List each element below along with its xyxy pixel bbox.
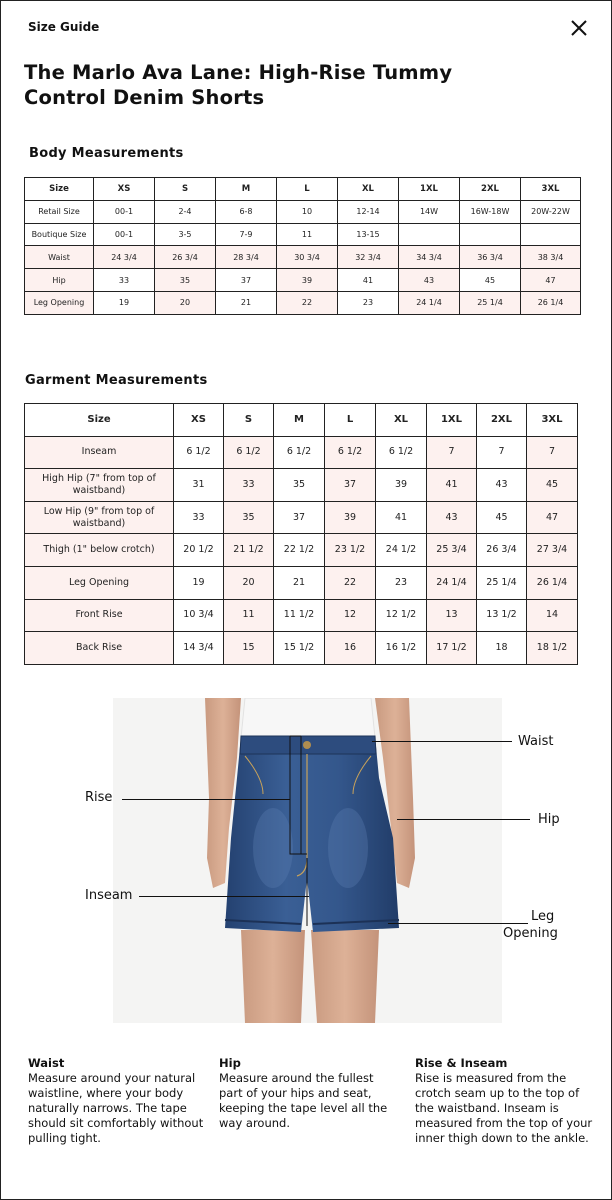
- table-cell: 26 3/4: [477, 534, 527, 567]
- table-cell: 41: [338, 269, 399, 292]
- table-cell: 22: [325, 566, 376, 599]
- denim-shorts-illustration: [113, 698, 502, 1023]
- table-header-row: [25, 404, 578, 437]
- table-cell: 45: [460, 269, 521, 292]
- row-label: High Hip (7" from top of waistband): [25, 469, 174, 502]
- table-cell: 17 1/2: [427, 632, 477, 665]
- table-cell: 24 3/4: [94, 246, 155, 269]
- table-cell: 35: [155, 269, 216, 292]
- table-cell: 21: [274, 566, 325, 599]
- table-cell: 00-1: [94, 223, 155, 246]
- waist-guide-text: Measure around your natural waistline, where your body naturally narrows. The tape should sit comfortably without pulling tight.: [28, 1071, 204, 1145]
- garment-measurements-title: Garment Measurements: [25, 373, 208, 388]
- table-cell: 23: [338, 291, 399, 314]
- leg-opening-callout-line1: Leg: [531, 909, 555, 924]
- rise-inseam-guide: [415, 1056, 595, 1146]
- table-cell: 33: [94, 269, 155, 292]
- row-label: Leg Opening: [25, 291, 94, 314]
- table-cell: 37: [325, 469, 376, 502]
- table-cell: 47: [527, 501, 578, 534]
- column-header: S: [224, 404, 274, 437]
- table-cell: 14W: [399, 200, 460, 223]
- table-cell: 3-5: [155, 223, 216, 246]
- column-header: 1XL: [399, 178, 460, 201]
- table-cell: 7: [477, 436, 527, 469]
- table-cell: 19: [94, 291, 155, 314]
- table-cell: 2-4: [155, 200, 216, 223]
- inseam-callout: Inseam: [85, 888, 133, 903]
- column-header: 2XL: [477, 404, 527, 437]
- hip-guide-title: Hip: [219, 1056, 241, 1070]
- table-cell: 6 1/2: [224, 436, 274, 469]
- table-row: [25, 436, 578, 469]
- row-label: Boutique Size: [25, 223, 94, 246]
- table-cell: 6 1/2: [325, 436, 376, 469]
- table-cell: 11 1/2: [274, 599, 325, 632]
- column-header: L: [325, 404, 376, 437]
- table-row: [25, 501, 578, 534]
- table-cell: 20: [155, 291, 216, 314]
- waist-callout-line: [372, 741, 512, 742]
- column-header: M: [274, 404, 325, 437]
- table-cell: 20: [224, 566, 274, 599]
- table-cell: 26 1/4: [527, 566, 578, 599]
- table-cell: 12 1/2: [376, 599, 427, 632]
- table-cell: [399, 223, 460, 246]
- column-header: Size: [25, 404, 174, 437]
- table-cell: 15 1/2: [274, 632, 325, 665]
- table-cell: 31: [174, 469, 224, 502]
- table-row: [25, 291, 581, 314]
- table-cell: 41: [427, 469, 477, 502]
- table-cell: 47: [521, 269, 581, 292]
- table-cell: 10 3/4: [174, 599, 224, 632]
- column-header: S: [155, 178, 216, 201]
- table-cell: 45: [477, 501, 527, 534]
- inseam-callout-line: [139, 896, 309, 897]
- close-icon: [566, 15, 592, 41]
- table-row: [25, 200, 581, 223]
- table-row: [25, 632, 578, 665]
- table-cell: 39: [376, 469, 427, 502]
- row-label: Low Hip (9" from top of waistband): [25, 501, 174, 534]
- table-cell: 43: [399, 269, 460, 292]
- table-cell: 6 1/2: [376, 436, 427, 469]
- table-cell: 13: [427, 599, 477, 632]
- table-cell: [460, 223, 521, 246]
- modal-title: Size Guide: [28, 20, 100, 34]
- table-cell: 20W-22W: [521, 200, 581, 223]
- product-title: The Marlo Ava Lane: High-Rise Tummy Control Denim Shorts: [24, 61, 453, 109]
- table-cell: 33: [174, 501, 224, 534]
- table-cell: 34 3/4: [399, 246, 460, 269]
- table-cell: 27 3/4: [527, 534, 578, 567]
- hip-guide-text: Measure around the fullest part of your hips and seat, keeping the tape level all the way around.: [219, 1071, 388, 1130]
- table-cell: 6 1/2: [274, 436, 325, 469]
- table-cell: 21 1/2: [224, 534, 274, 567]
- table-cell: 37: [274, 501, 325, 534]
- table-cell: 35: [274, 469, 325, 502]
- table-cell: 22 1/2: [274, 534, 325, 567]
- column-header: Size: [25, 178, 94, 201]
- table-cell: 37: [216, 269, 277, 292]
- rise-inseam-guide-text: Rise is measured from the crotch seam up to the top of the waistband. Inseam is measured from the top of your inner thigh down to the ankle.: [415, 1071, 593, 1145]
- row-label: Leg Opening: [25, 566, 174, 599]
- table-cell: 45: [527, 469, 578, 502]
- table-row: [25, 534, 578, 567]
- table-cell: 12: [325, 599, 376, 632]
- table-header-row: [25, 178, 581, 201]
- row-label: Inseam: [25, 436, 174, 469]
- table-cell: 13-15: [338, 223, 399, 246]
- table-cell: 16W-18W: [460, 200, 521, 223]
- table-cell: 28 3/4: [216, 246, 277, 269]
- table-cell: [521, 223, 581, 246]
- table-row: [25, 469, 578, 502]
- waist-guide: [28, 1056, 208, 1146]
- table-cell: 16 1/2: [376, 632, 427, 665]
- table-cell: 39: [325, 501, 376, 534]
- table-cell: 41: [376, 501, 427, 534]
- table-cell: 43: [477, 469, 527, 502]
- table-cell: 11: [224, 599, 274, 632]
- garment-measurements-table: [24, 403, 578, 665]
- table-cell: 24 1/4: [427, 566, 477, 599]
- table-cell: 13 1/2: [477, 599, 527, 632]
- table-cell: 7: [527, 436, 578, 469]
- leg-opening-callout-line2: Opening: [503, 926, 558, 941]
- row-label: Waist: [25, 246, 94, 269]
- table-cell: 38 3/4: [521, 246, 581, 269]
- table-row: [25, 223, 581, 246]
- table-cell: 24 1/2: [376, 534, 427, 567]
- close-button[interactable]: [566, 15, 592, 41]
- row-label: Retail Size: [25, 200, 94, 223]
- table-cell: 25 3/4: [427, 534, 477, 567]
- table-cell: 39: [277, 269, 338, 292]
- column-header: XS: [94, 178, 155, 201]
- table-cell: 12-14: [338, 200, 399, 223]
- column-header: 3XL: [521, 178, 581, 201]
- table-cell: 20 1/2: [174, 534, 224, 567]
- table-cell: 6-8: [216, 200, 277, 223]
- table-cell: 30 3/4: [277, 246, 338, 269]
- hip-guide: [219, 1056, 399, 1131]
- table-cell: 22: [277, 291, 338, 314]
- table-cell: 26 1/4: [521, 291, 581, 314]
- column-header: 2XL: [460, 178, 521, 201]
- row-label: Front Rise: [25, 599, 174, 632]
- row-label: Back Rise: [25, 632, 174, 665]
- leg-opening-callout-line: [388, 923, 528, 924]
- table-cell: 21: [216, 291, 277, 314]
- table-cell: 32 3/4: [338, 246, 399, 269]
- column-header: XL: [338, 178, 399, 201]
- column-header: L: [277, 178, 338, 201]
- table-cell: 10: [277, 200, 338, 223]
- hip-callout-line: [397, 819, 530, 820]
- table-cell: 00-1: [94, 200, 155, 223]
- rise-callout-line: [122, 799, 290, 800]
- table-cell: 33: [224, 469, 274, 502]
- table-cell: 43: [427, 501, 477, 534]
- table-cell: 7-9: [216, 223, 277, 246]
- table-cell: 23 1/2: [325, 534, 376, 567]
- table-cell: 16: [325, 632, 376, 665]
- column-header: XS: [174, 404, 224, 437]
- body-measurements-table: [24, 177, 581, 315]
- table-row: [25, 269, 581, 292]
- table-cell: 14 3/4: [174, 632, 224, 665]
- table-row: [25, 599, 578, 632]
- rise-callout: Rise: [85, 790, 113, 805]
- column-header: 1XL: [427, 404, 477, 437]
- table-cell: 7: [427, 436, 477, 469]
- table-cell: 36 3/4: [460, 246, 521, 269]
- column-header: XL: [376, 404, 427, 437]
- table-cell: 19: [174, 566, 224, 599]
- column-header: M: [216, 178, 277, 201]
- table-cell: 25 1/4: [460, 291, 521, 314]
- table-cell: 15: [224, 632, 274, 665]
- body-measurements-title: Body Measurements: [29, 146, 184, 161]
- table-cell: 35: [224, 501, 274, 534]
- table-cell: 6 1/2: [174, 436, 224, 469]
- waist-callout: Waist: [518, 734, 554, 749]
- row-label: Hip: [25, 269, 94, 292]
- table-cell: 18: [477, 632, 527, 665]
- column-header: 3XL: [527, 404, 578, 437]
- table-cell: 11: [277, 223, 338, 246]
- table-cell: 18 1/2: [527, 632, 578, 665]
- table-cell: 24 1/4: [399, 291, 460, 314]
- table-cell: 23: [376, 566, 427, 599]
- table-row: [25, 246, 581, 269]
- rise-inseam-guide-title: Rise & Inseam: [415, 1056, 508, 1070]
- waist-guide-title: Waist: [28, 1056, 65, 1070]
- table-cell: 26 3/4: [155, 246, 216, 269]
- table-cell: 14: [527, 599, 578, 632]
- hip-callout: Hip: [538, 812, 560, 827]
- model-photo: [113, 698, 502, 1023]
- table-row: [25, 566, 578, 599]
- row-label: Thigh (1" below crotch): [25, 534, 174, 567]
- table-cell: 25 1/4: [477, 566, 527, 599]
